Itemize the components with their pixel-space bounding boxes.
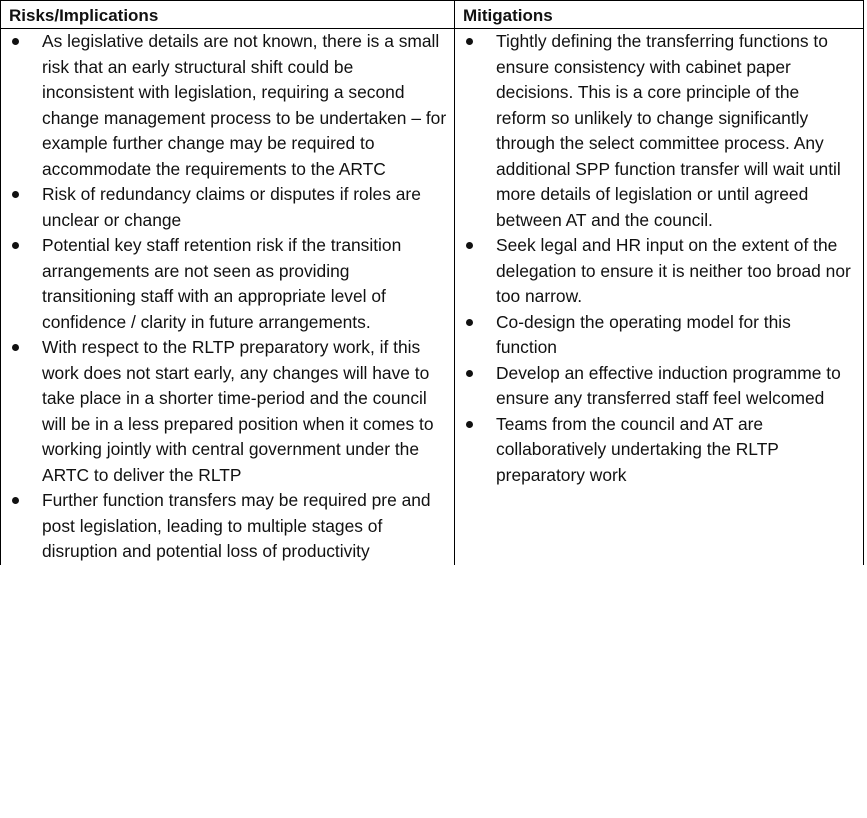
table-body-row [1, 29, 864, 565]
mitigation-item: Seek legal and HR input on the extent of the delegation to ensure it is neither too broad nor too narrow. [455, 233, 857, 310]
risks-cell [1, 29, 455, 565]
risks-header: Risks/Implications [1, 1, 455, 29]
mitigations-header: Mitigations [455, 1, 864, 29]
mitigation-item: Co-design the operating model for this function [455, 310, 857, 361]
risk-item: Further function transfers may be required pre and post legislation, leading to multiple stages of disruption and potential loss of productivity [1, 488, 448, 565]
mitigations-list [455, 29, 857, 488]
mitigation-item: Teams from the council and AT are collaboratively undertaking the RLTP preparatory work [455, 412, 857, 489]
risk-item: Potential key staff retention risk if the transition arrangements are not seen as providing transitioning staff with an appropriate level of confidence / clarity in future arrangements. [1, 233, 448, 335]
risks-list [1, 29, 448, 565]
mitigation-item: Tightly defining the transferring functions to ensure consistency with cabinet paper decisions. This is a core principle of the reform so unlikely to change significantly through the select committee process. Any additional SPP function transfer will wait until more details of legislation or until agreed between AT and the council. [455, 29, 857, 233]
mitigations-cell [455, 29, 864, 565]
risk-item: As legislative details are not known, there is a small risk that an early structural shift could be inconsistent with legislation, requiring a second change management process to be undertaken – for example further change may be required to accommodate the requirements to the ARTC [1, 29, 448, 182]
risk-item: Risk of redundancy claims or disputes if roles are unclear or change [1, 182, 448, 233]
risk-item: With respect to the RLTP preparatory work, if this work does not start early, any changes will have to take place in a shorter time-period and the council will be in a less prepared position when it comes to working jointly with central government under the ARTC to deliver the RLTP [1, 335, 448, 488]
table-header-row [1, 1, 864, 29]
mitigation-item: Develop an effective induction programme to ensure any transferred staff feel welcomed [455, 361, 857, 412]
